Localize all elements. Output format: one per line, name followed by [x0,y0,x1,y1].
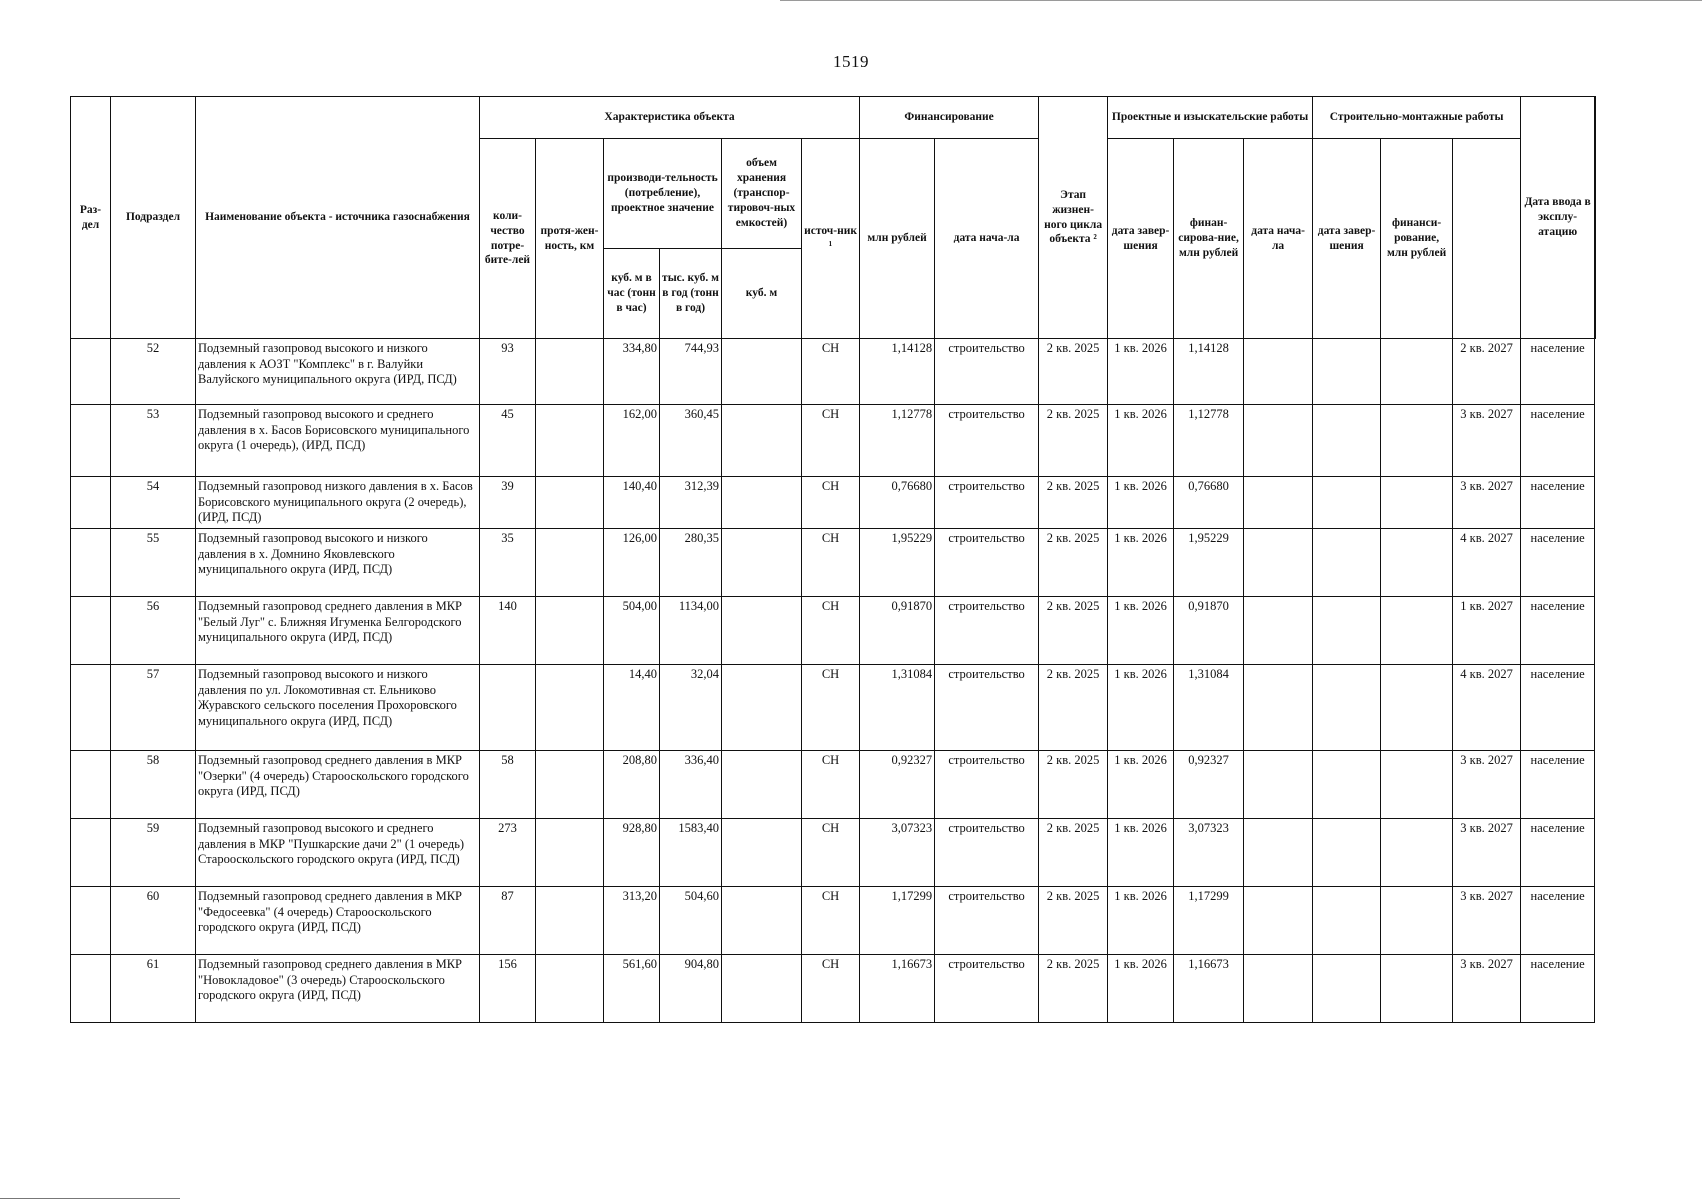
cell-capacity-hour: 126,00 [604,529,660,597]
cell-length [536,665,604,751]
cell-length [536,819,604,887]
header-construction-start: дата нача-ла [1244,139,1313,339]
cell-razdel [71,339,111,405]
cell-stage: строительство [935,887,1039,955]
cell-consumers [480,665,536,751]
cell-mln-rub: 1,17299 [860,887,935,955]
header-financing: Финансирование [860,97,1039,139]
header-construction-financing: финанси-рование, млн рублей [1381,139,1453,339]
cell-capacity-year: 360,45 [660,405,722,477]
cell-podrazdel: 58 [111,751,196,819]
cell-object-name: Подземный газопровод низкого давления в х. Басов Борисовского муниципального округа (2 очередь), (ИРД, ПСД) [196,477,480,529]
cell-commission-date: 3 кв. 2027 [1453,751,1521,819]
header-characteristics: Характеристика объекта [480,97,860,139]
cell-capacity-hour: 14,40 [604,665,660,751]
cell-storage [722,887,802,955]
cell-length [536,405,604,477]
header-capacity-year: тыс. куб. м в год (тонн в год) [660,249,722,339]
cell-design-start: 2 кв. 2025 [1039,819,1108,887]
cell-podrazdel: 56 [111,597,196,665]
cell-consumer-group: население [1521,529,1595,597]
header-design-start: дата нача-ла [935,139,1039,339]
cell-construction-start [1244,339,1313,405]
table-row [71,751,1596,819]
cell-construction-end [1313,529,1381,597]
cell-podrazdel: 53 [111,405,196,477]
cell-design-end: 1 кв. 2026 [1108,751,1174,819]
cell-object-name: Подземный газопровод среднего давления в МКР "Озерки" (4 очередь) Старооскольского городского округа (ИРД, ПСД) [196,751,480,819]
cell-capacity-year: 280,35 [660,529,722,597]
scan-edge-bottom [0,1198,180,1199]
objects-table [70,96,1596,1023]
cell-length [536,339,604,405]
header-storage: объем хранения (транспор-тировоч-ных емкостей) [722,139,802,249]
cell-design-financing: 1,12778 [1174,405,1244,477]
cell-commission-date: 3 кв. 2027 [1453,819,1521,887]
cell-design-end: 1 кв. 2026 [1108,665,1174,751]
cell-commission-date: 3 кв. 2027 [1453,887,1521,955]
cell-construction-end [1313,597,1381,665]
cell-capacity-hour: 140,40 [604,477,660,529]
header-consumer-group [1595,97,1596,339]
cell-consumer-group: население [1521,597,1595,665]
header-stage: Этап жизнен-ного цикла объекта ² [1039,97,1108,339]
cell-capacity-year: 336,40 [660,751,722,819]
cell-storage [722,665,802,751]
cell-design-start: 2 кв. 2025 [1039,887,1108,955]
cell-design-start: 2 кв. 2025 [1039,955,1108,1023]
page-number: 1519 [833,52,869,71]
header-capacity: производи-тельность (потребление), проектное значение [604,139,722,249]
cell-razdel [71,597,111,665]
cell-source: СН [802,339,860,405]
cell-stage: строительство [935,529,1039,597]
table-header [71,97,1596,339]
header-design-end: дата завер-шения [1108,139,1174,339]
cell-construction-start [1244,665,1313,751]
cell-consumer-group: население [1521,477,1595,529]
cell-construction-end [1313,405,1381,477]
cell-commission-date: 1 кв. 2027 [1453,597,1521,665]
cell-consumers: 45 [480,405,536,477]
cell-construction-start [1244,955,1313,1023]
cell-object-name: Подземный газопровод высокого и среднего давления в х. Басов Борисовского муниципального округа (1 очередь), (ИРД, ПСД) [196,405,480,477]
cell-consumer-group: население [1521,339,1595,405]
cell-podrazdel: 59 [111,819,196,887]
cell-capacity-hour: 561,60 [604,955,660,1023]
cell-construction-start [1244,405,1313,477]
cell-storage [722,819,802,887]
cell-length [536,477,604,529]
cell-design-end: 1 кв. 2026 [1108,405,1174,477]
cell-storage [722,955,802,1023]
cell-mln-rub: 0,76680 [860,477,935,529]
cell-construction-end [1313,819,1381,887]
cell-storage [722,339,802,405]
header-consumers-count: коли-чество потре-бите-лей [480,139,536,339]
cell-razdel [71,665,111,751]
cell-source: СН [802,405,860,477]
cell-construction-financing [1381,405,1453,477]
cell-consumers: 35 [480,529,536,597]
cell-mln-rub: 0,92327 [860,751,935,819]
cell-capacity-hour: 504,00 [604,597,660,665]
cell-design-start: 2 кв. 2025 [1039,405,1108,477]
header-name: Наименование объекта - источника газоснабжения [196,97,480,339]
cell-podrazdel: 54 [111,477,196,529]
cell-construction-financing [1381,339,1453,405]
cell-construction-financing [1381,819,1453,887]
cell-design-start: 2 кв. 2025 [1039,597,1108,665]
cell-construction-start [1244,597,1313,665]
cell-construction-start [1244,887,1313,955]
cell-mln-rub: 1,31084 [860,665,935,751]
cell-capacity-year: 904,80 [660,955,722,1023]
header-mln-rub: млн рублей [860,139,935,339]
cell-design-end: 1 кв. 2026 [1108,477,1174,529]
cell-consumers: 273 [480,819,536,887]
cell-razdel [71,477,111,529]
table-row [71,405,1596,477]
header-construction-end: дата завер-шения [1313,139,1381,339]
cell-mln-rub: 1,12778 [860,405,935,477]
cell-construction-end [1313,887,1381,955]
cell-stage: строительство [935,819,1039,887]
cell-design-end: 1 кв. 2026 [1108,529,1174,597]
cell-design-financing: 1,14128 [1174,339,1244,405]
cell-commission-date: 4 кв. 2027 [1453,665,1521,751]
cell-razdel [71,751,111,819]
table-body [71,339,1596,1023]
cell-construction-end [1313,955,1381,1023]
cell-razdel [71,529,111,597]
cell-podrazdel: 61 [111,955,196,1023]
cell-object-name: Подземный газопровод среднего давления в МКР "Белый Луг" с. Ближняя Игуменка Белгородского муниципального округа (ИРД, ПСД) [196,597,480,665]
cell-construction-start [1244,529,1313,597]
cell-capacity-hour: 928,80 [604,819,660,887]
cell-design-financing: 1,17299 [1174,887,1244,955]
cell-construction-financing [1381,665,1453,751]
table-row [71,665,1596,751]
cell-design-financing: 1,95229 [1174,529,1244,597]
cell-source: СН [802,819,860,887]
cell-design-end: 1 кв. 2026 [1108,597,1174,665]
cell-capacity-year: 504,60 [660,887,722,955]
cell-construction-end [1313,339,1381,405]
cell-construction-start [1244,819,1313,887]
cell-consumer-group: население [1521,819,1595,887]
cell-capacity-year: 744,93 [660,339,722,405]
cell-source: СН [802,477,860,529]
cell-stage: строительство [935,665,1039,751]
cell-commission-date: 2 кв. 2027 [1453,339,1521,405]
cell-object-name: Подземный газопровод среднего давления в МКР "Федосеевка" (4 очередь) Старооскольского городского округа (ИРД, ПСД) [196,887,480,955]
cell-construction-end [1313,665,1381,751]
cell-podrazdel: 52 [111,339,196,405]
cell-length [536,529,604,597]
cell-podrazdel: 60 [111,887,196,955]
cell-length [536,887,604,955]
cell-design-start: 2 кв. 2025 [1039,339,1108,405]
cell-length [536,955,604,1023]
cell-commission-date: 3 кв. 2027 [1453,405,1521,477]
header-source: источ-ник ¹ [802,139,860,339]
cell-consumer-group: население [1521,955,1595,1023]
table-row [71,529,1596,597]
cell-design-financing: 1,16673 [1174,955,1244,1023]
header-design-financing: финан-сирова-ние, млн рублей [1174,139,1244,339]
cell-source: СН [802,955,860,1023]
cell-storage [722,477,802,529]
cell-design-financing: 0,91870 [1174,597,1244,665]
cell-capacity-hour: 313,20 [604,887,660,955]
table-row [71,597,1596,665]
cell-design-start: 2 кв. 2025 [1039,477,1108,529]
scan-edge-top [780,0,1702,1]
cell-object-name: Подземный газопровод высокого и низкого давления по ул. Локомотивная ст. Ельниково Журавского сельского поселения Прохоровского муниципального округа (ИРД, ПСД) [196,665,480,751]
cell-construction-start [1244,751,1313,819]
cell-stage: строительство [935,597,1039,665]
cell-consumers: 58 [480,751,536,819]
cell-consumer-group: население [1521,887,1595,955]
header-storage-unit: куб. м [722,249,802,339]
cell-consumers: 87 [480,887,536,955]
cell-capacity-year: 1583,40 [660,819,722,887]
header-capacity-hour: куб. м в час (тонн в час) [604,249,660,339]
cell-consumers: 140 [480,597,536,665]
header-length: протя-жен-ность, км [536,139,604,339]
cell-mln-rub: 1,95229 [860,529,935,597]
cell-stage: строительство [935,751,1039,819]
cell-construction-start [1244,477,1313,529]
cell-capacity-hour: 208,80 [604,751,660,819]
header-commission-date: Дата ввода в эксплу-атацию [1521,97,1595,339]
cell-length [536,597,604,665]
cell-consumer-group: население [1521,665,1595,751]
cell-construction-financing [1381,751,1453,819]
table-row [71,819,1596,887]
cell-consumer-group: население [1521,405,1595,477]
cell-construction-financing [1381,955,1453,1023]
cell-design-start: 2 кв. 2025 [1039,751,1108,819]
cell-construction-end [1313,751,1381,819]
cell-design-financing: 3,07323 [1174,819,1244,887]
cell-storage [722,597,802,665]
cell-podrazdel: 57 [111,665,196,751]
cell-razdel [71,955,111,1023]
cell-construction-financing [1381,477,1453,529]
cell-source: СН [802,887,860,955]
cell-stage: строительство [935,339,1039,405]
cell-stage: строительство [935,955,1039,1023]
cell-commission-date: 3 кв. 2027 [1453,955,1521,1023]
header-razdel: Раз-дел [71,97,111,339]
cell-construction-end [1313,477,1381,529]
cell-construction-financing [1381,597,1453,665]
cell-capacity-year: 1134,00 [660,597,722,665]
cell-object-name: Подземный газопровод высокого и низкого давления к АОЗТ "Комплекс" в г. Валуйки Валуйского муниципального округа (ИРД, ПСД) [196,339,480,405]
cell-design-end: 1 кв. 2026 [1108,955,1174,1023]
cell-source: СН [802,597,860,665]
cell-capacity-year: 32,04 [660,665,722,751]
cell-capacity-year: 312,39 [660,477,722,529]
header-design-works: Проектные и изыскательские работы [1108,97,1313,139]
cell-mln-rub: 1,14128 [860,339,935,405]
cell-design-financing: 1,31084 [1174,665,1244,751]
header-podrazdel: Подраздел [111,97,196,339]
cell-source: СН [802,529,860,597]
cell-design-end: 1 кв. 2026 [1108,819,1174,887]
cell-mln-rub: 0,91870 [860,597,935,665]
cell-commission-date: 4 кв. 2027 [1453,529,1521,597]
cell-capacity-hour: 162,00 [604,405,660,477]
cell-razdel [71,405,111,477]
cell-razdel [71,887,111,955]
header-construction-works: Строительно-монтажные работы [1313,97,1521,139]
table-row [71,955,1596,1023]
cell-consumers: 93 [480,339,536,405]
cell-consumers: 39 [480,477,536,529]
cell-stage: строительство [935,405,1039,477]
cell-mln-rub: 3,07323 [860,819,935,887]
cell-storage [722,405,802,477]
cell-podrazdel: 55 [111,529,196,597]
cell-commission-date: 3 кв. 2027 [1453,477,1521,529]
cell-storage [722,529,802,597]
cell-design-start: 2 кв. 2025 [1039,529,1108,597]
cell-stage: строительство [935,477,1039,529]
cell-object-name: Подземный газопровод высокого и низкого давления в х. Домнино Яковлевского муниципального округа (ИРД, ПСД) [196,529,480,597]
cell-storage [722,751,802,819]
cell-design-end: 1 кв. 2026 [1108,339,1174,405]
cell-design-financing: 0,92327 [1174,751,1244,819]
cell-capacity-hour: 334,80 [604,339,660,405]
cell-source: СН [802,665,860,751]
table-row [71,887,1596,955]
cell-mln-rub: 1,16673 [860,955,935,1023]
cell-design-financing: 0,76680 [1174,477,1244,529]
cell-design-start: 2 кв. 2025 [1039,665,1108,751]
table-row [71,339,1596,405]
cell-razdel [71,819,111,887]
cell-source: СН [802,751,860,819]
cell-consumer-group: население [1521,751,1595,819]
table-row [71,477,1596,529]
cell-consumers: 156 [480,955,536,1023]
cell-length [536,751,604,819]
cell-design-end: 1 кв. 2026 [1108,887,1174,955]
cell-object-name: Подземный газопровод высокого и среднего давления в МКР "Пушкарские дачи 2" (1 очередь) Старооскольского городского округа (ИРД, ПСД) [196,819,480,887]
cell-construction-financing [1381,529,1453,597]
cell-construction-financing [1381,887,1453,955]
cell-object-name: Подземный газопровод среднего давления в МКР "Новокладовое" (3 очередь) Старооскольского городского округа (ИРД, ПСД) [196,955,480,1023]
